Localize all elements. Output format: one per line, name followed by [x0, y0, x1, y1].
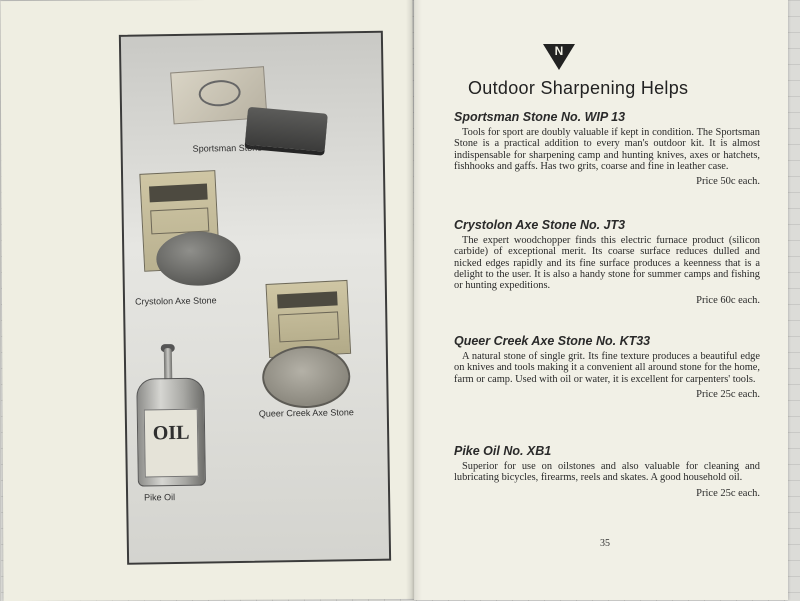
page-number: 35 — [600, 538, 610, 549]
right-page — [414, 0, 788, 600]
section-queer-creek-axe-stone — [454, 334, 760, 400]
section-crystolon-axe-stone — [454, 218, 760, 306]
section-heading: Pike Oil No. XB1 — [454, 444, 552, 458]
product-photo — [119, 31, 391, 565]
section-body: Superior for use on oilstones and also valuable for cleaning and lubricating bicycles, firearms, reels and skates. A good household oil. — [454, 461, 760, 484]
section-body: Tools for sport are doubly valuable if kept in condition. The Sportsman Stone is a practical addition to every man's outdoor kit. It is almost indispensable for sharpening camp and hunting knives, axes or hatchets, fishhooks and gaffs. Has two grits, coarse and fine in leather case. — [454, 127, 760, 172]
caption-crystolon-axe-stone: Crystolon Axe Stone — [134, 295, 217, 307]
book-gutter — [406, 0, 422, 600]
section-price: Price 60c each. — [696, 295, 760, 307]
section-body: A natural stone of single grit. Its fine texture produces a beautiful edge on knives and tools making it a convenient all around stone for the home, farm or camp. Used with oil or water, it is excellent for carpenters' tools. — [454, 351, 760, 385]
logo-letter: N — [554, 44, 564, 58]
section-body: The expert woodchopper finds this electric furnace product (silicon carbide) of exceptional merit. Its coarse surface reduces dulled and nicked edges rapidly and its fine surface produces a keenness that is a delight to the user. It is also a handy stone for summer camps and fishing or hunting expeditions. — [454, 235, 760, 292]
section-pike-oil — [454, 444, 760, 499]
section-heading: Sportsman Stone No. WIP 13 — [454, 110, 626, 124]
page-title: Outdoor Sharpening Helps — [468, 78, 689, 98]
oil-can-spout-image — [164, 348, 173, 382]
section-heading: Queer Creek Axe Stone No. KT33 — [454, 334, 651, 348]
crystolon-stone-image — [156, 231, 241, 286]
section-heading: Crystolon Axe Stone No. JT3 — [454, 218, 626, 232]
section-price: Price 50c each. — [696, 176, 760, 188]
caption-pike-oil: Pike Oil — [144, 492, 176, 503]
queer-creek-stone-image — [262, 345, 351, 408]
caption-queer-creek-axe-stone: Queer Creek Axe Stone — [258, 407, 354, 419]
section-sportsman-stone — [454, 110, 760, 187]
oil-can-label: OIL — [152, 421, 190, 445]
section-price: Price 25c each. — [696, 487, 760, 499]
caption-sportsman-stone: Sportsman Stone — [192, 142, 263, 154]
pike-oil-can-image — [136, 378, 206, 487]
section-price: Price 25c each. — [696, 388, 760, 400]
